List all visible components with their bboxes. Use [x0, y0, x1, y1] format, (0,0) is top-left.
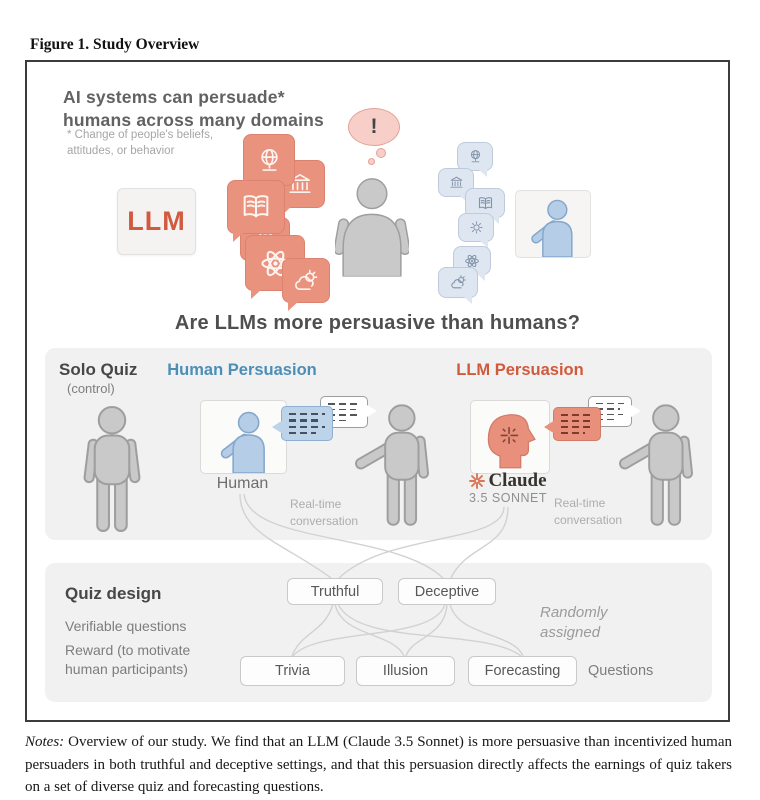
llm-domain-bubble-weather [282, 258, 330, 303]
randomly-assigned-note: Randomly assigned [540, 604, 608, 641]
figure-frame [25, 60, 730, 722]
claude-wordmark: Claude [488, 470, 547, 491]
llm-chip [117, 188, 196, 255]
claude-head-figure [481, 407, 541, 469]
weather-icon [450, 274, 467, 291]
book-icon [477, 195, 494, 212]
questions-label: Questions [588, 663, 654, 679]
claim-footnote: * Change of people's beliefs, attitudes, or behavior [67, 129, 214, 157]
claim-line1: AI systems can persuade* [63, 87, 285, 107]
question-type-box-forecasting: Forecasting [468, 656, 577, 686]
book-icon [240, 191, 272, 223]
human-persuader-label: Human [216, 475, 269, 492]
setting-box-truthful: Truthful [287, 578, 383, 605]
human-persuader-card-top [515, 190, 591, 258]
llm-domain-bubble-book [227, 180, 285, 234]
figure-caption-title: Figure 1. Study Overview [30, 36, 200, 53]
human-persuader-figure [213, 411, 275, 473]
llm-domain-bubble-globe [243, 134, 295, 186]
sun-icon [469, 220, 484, 235]
claim-heading [63, 86, 324, 132]
research-question-heading: Are LLMs more persuasive than humans? [174, 312, 581, 334]
waving-person-figure [524, 199, 582, 257]
claude-logo [453, 470, 563, 492]
chat-bubble-blue [281, 406, 333, 441]
claim-line2: humans across many domains [63, 109, 324, 130]
human-persuader-card [200, 400, 287, 474]
human-domain-bubble-sun [458, 213, 494, 242]
model-version-label: 3.5 SONNET [469, 491, 547, 505]
solo-quiz-subtitle: (control) [67, 381, 115, 396]
llm-chip-label: LLM [127, 206, 186, 236]
globe-icon [256, 147, 283, 174]
human-domain-bubble-globe [457, 142, 493, 171]
notes-text: Overview of our study. We find that an LLM (Claude 3.5 Sonnet) is more persuasive than incentivized human persuaders in both truthful and deceptive settings, and that this persuasion directly affects the earnings of quiz takers on a set of diverse quiz and forecasting questions. [25, 734, 732, 795]
question-type-box-illusion: Illusion [356, 656, 455, 686]
quiz-design-bullet-1: Verifiable questions [65, 618, 187, 634]
quiz-design-bullet-2: Reward (to motivate human participants) [65, 642, 191, 677]
quiz-design-title: Quiz design [65, 584, 162, 603]
notes-label: Notes: [25, 734, 65, 750]
globe-icon [468, 149, 483, 164]
claude-starburst-icon [469, 473, 485, 489]
institution-icon [449, 175, 464, 190]
exclamation-mark: ! [370, 115, 378, 138]
solo-quiz-title: Solo Quiz [59, 360, 138, 379]
question-type-box-trivia: Trivia [240, 656, 345, 686]
listener-person-figure [335, 158, 409, 296]
conditions-panel [45, 348, 712, 540]
quiz-design-panel [45, 563, 712, 702]
figure-notes [25, 731, 732, 799]
human-domain-bubble-weather [438, 267, 478, 298]
solo-quiz-taker-figure [75, 406, 149, 534]
weather-icon [293, 268, 319, 294]
realtime-caption-human: Real-time conversation [290, 497, 359, 528]
thought-bubble [348, 108, 400, 146]
human-persuasion-title: Human Persuasion [167, 361, 317, 379]
chat-bubble-salmon [553, 407, 601, 441]
llm-persuasion-title: LLM Persuasion [456, 361, 584, 379]
setting-box-deceptive: Deceptive [398, 578, 496, 605]
realtime-caption-llm: Real-time conversation [554, 496, 623, 527]
thought-dot [376, 148, 386, 158]
claude-persuader-card [470, 400, 550, 474]
